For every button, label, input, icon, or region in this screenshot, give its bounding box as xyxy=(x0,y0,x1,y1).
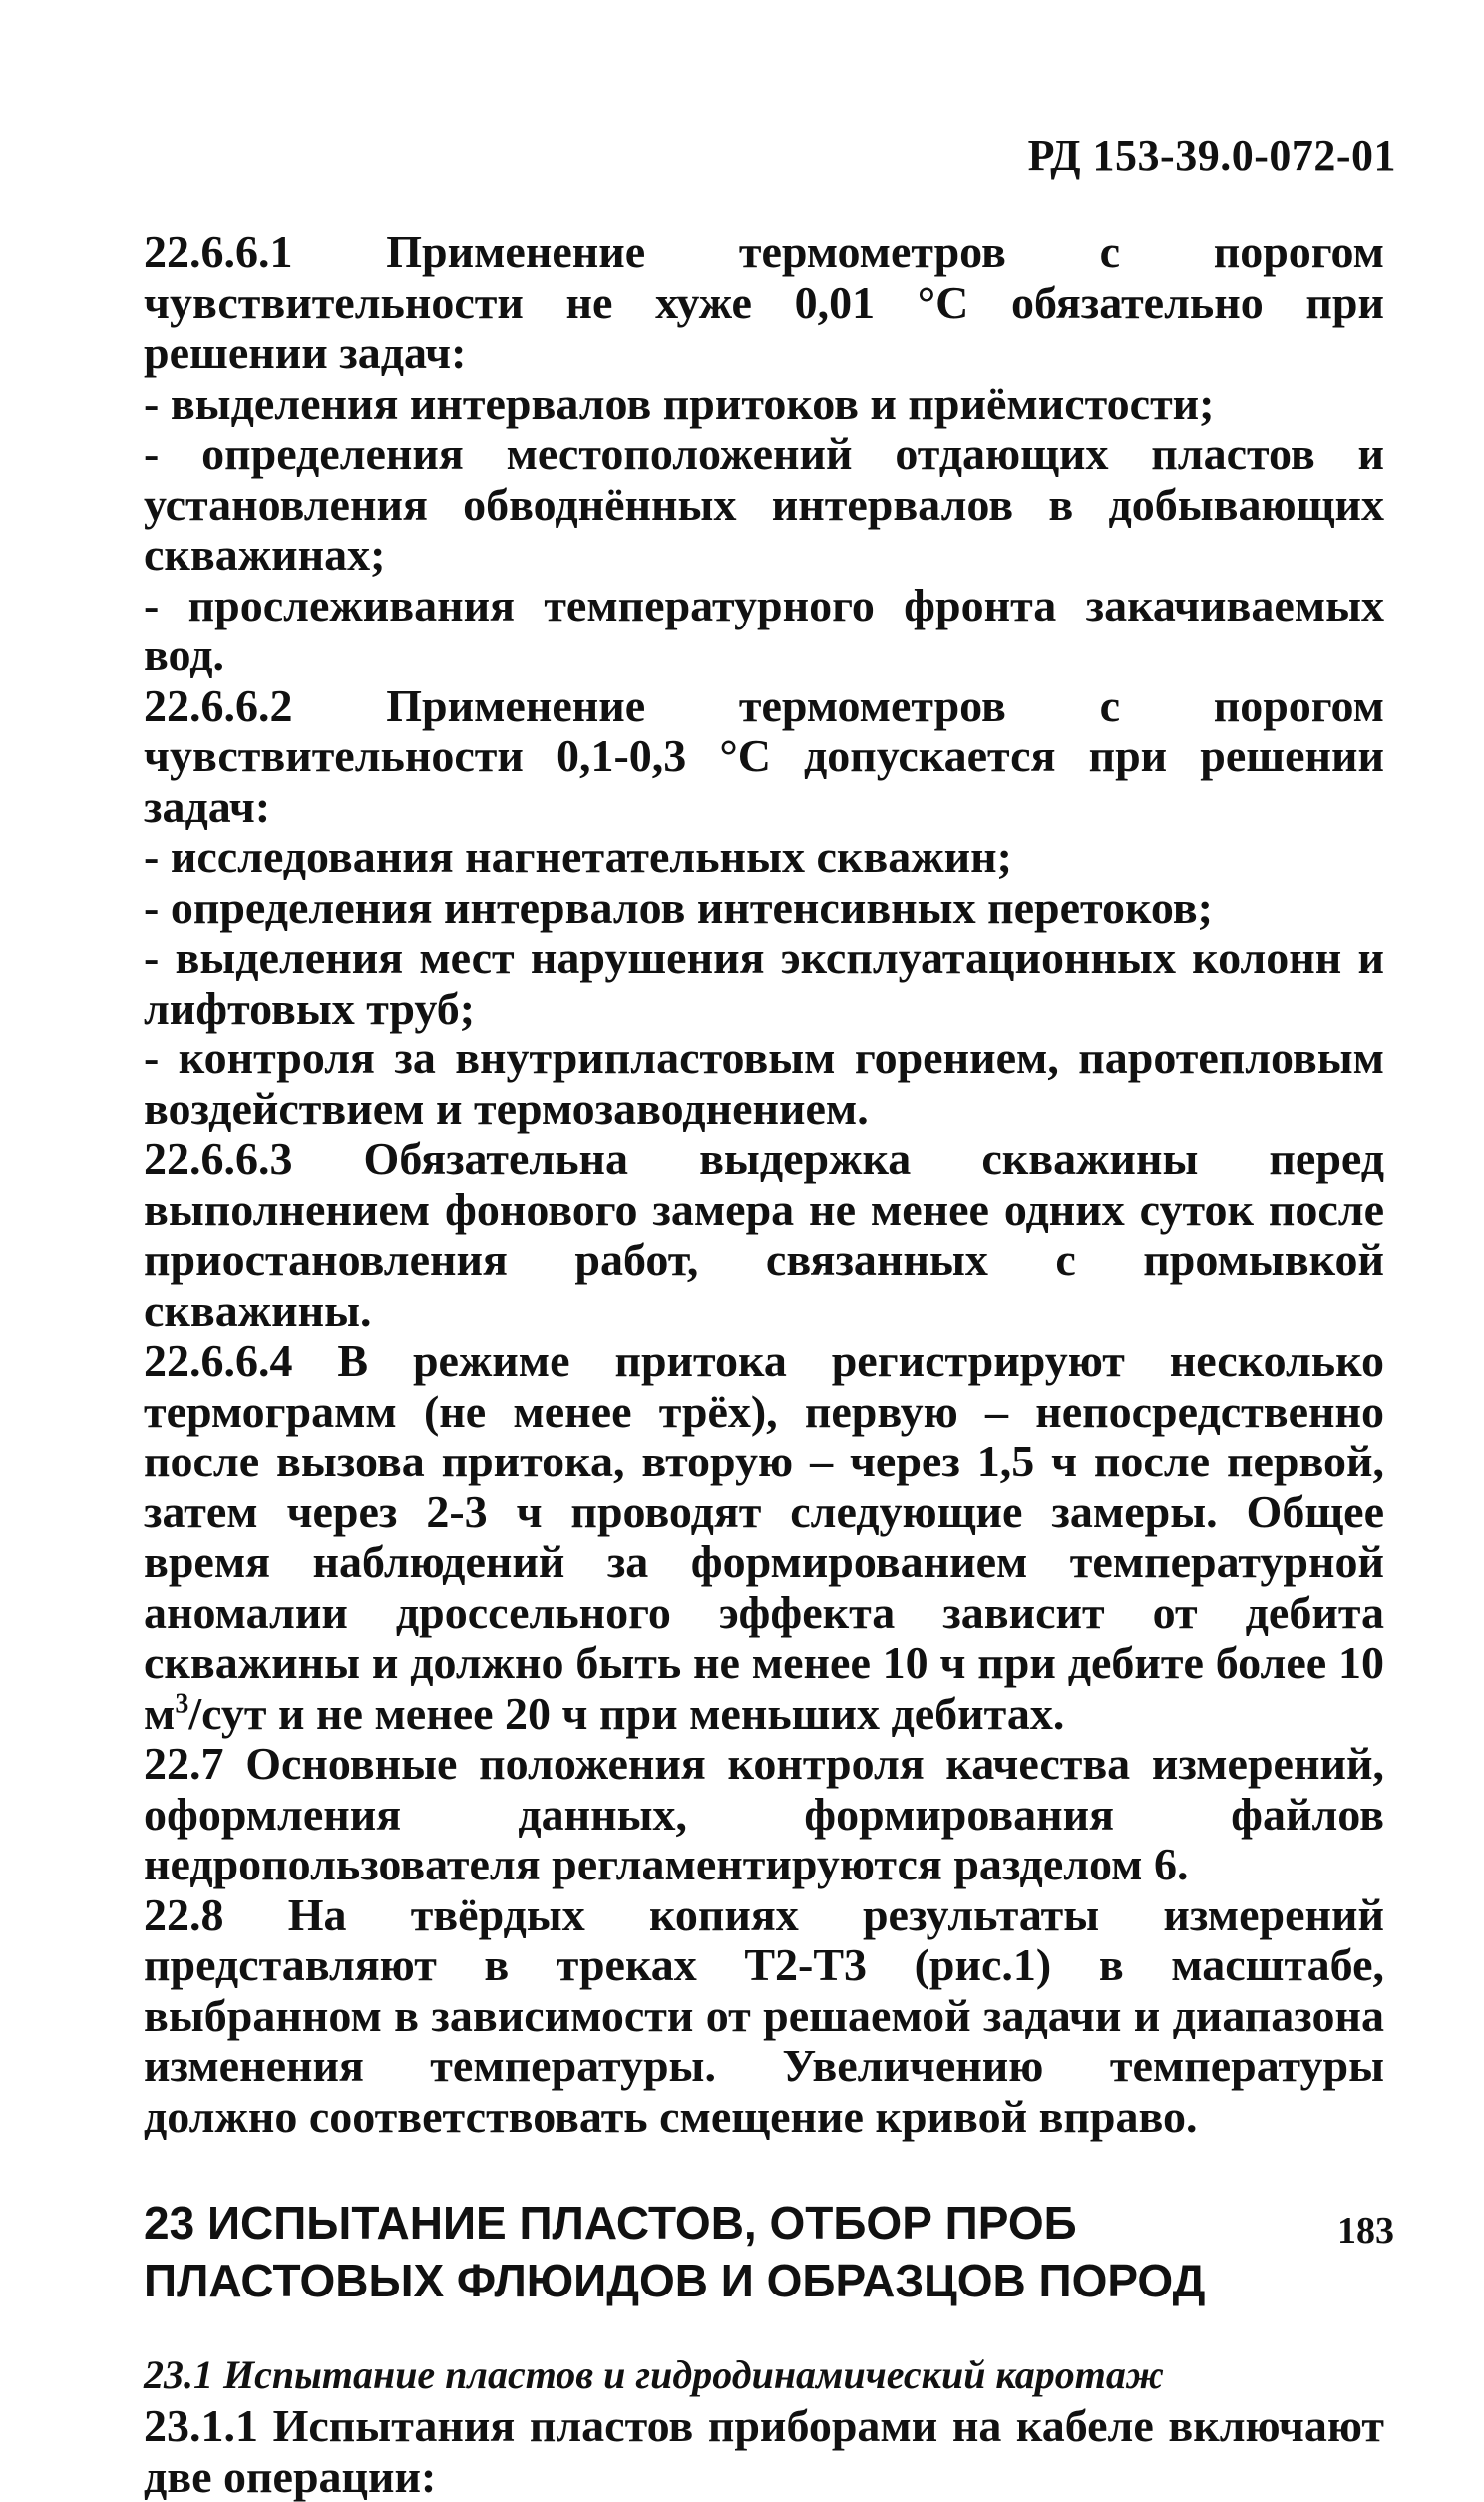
list-item: - выделения интервалов притоков и приёмистости; xyxy=(144,377,1215,429)
paragraph-22-7: 22.7 Основные положения контроля качества измерений, оформления данных, формирования файлов недропользователя регламентируются разделом 6. xyxy=(144,1738,1384,1889)
list-item: - определения интервалов интенсивных перетоков; xyxy=(144,881,1213,933)
list-item: - определения местоположений отдающих пластов и установления обводнённых интервалов в добывающих скважинах; xyxy=(144,428,1384,580)
list-item: - контроля за внутрипластовым горением, паротепловым воздействием и термозаводнением. xyxy=(144,1033,1384,1134)
section-heading-line: 23 ИСПЫТАНИЕ ПЛАСТОВ, ОТБОР ПРОБ xyxy=(144,2197,1077,2249)
paragraph-22-6-6-4 xyxy=(144,1336,1384,1739)
paragraph-22-6-6-4-tail: /сут и не менее 20 ч при меньших дебитах. xyxy=(188,1687,1065,1739)
paragraph-22-8: 22.8 На твёрдых копиях результаты измерений представляют в треках Т2-Т3 (рис.1) в масштабе, выбранном в зависимости от решаемой задачи и диапазона изменения температуры. Увеличению температуры должно соответствовать смещение кривой вправо. xyxy=(144,1888,1384,2142)
document-code: РД 153-39.0-072-01 xyxy=(1027,131,1396,180)
list-item: - выделения мест нарушения эксплуатационных колонн и лифтовых труб; xyxy=(144,932,1384,1034)
paragraph-22-6-6-4-text: 22.6.6.4 В режиме притока регистрируют несколько термограмм (не менее трёх), первую – непосредственно после вызова притока, вторую – через 1,5 ч после первой, затем через 2-3 ч проводят следующие замеры. Общее время наблюдений за формированием температурной аномалии дроссельного эффекта зависит от дебита скважины и должно быть не менее 10 ч при дебите более 10 м xyxy=(144,1335,1384,1739)
paragraph-22-6-6-3: 22.6.6.3 Обязательна выдержка скважины перед выполнением фонового замера не менее одних суток после приостановления работ, связанных с промывкой скважины. xyxy=(144,1133,1384,1336)
list-item: - исследования нагнетательных скважин; xyxy=(144,831,1012,882)
paragraph-22-6-6-2: 22.6.6.2 Применение термометров с порогом чувствительности 0,1-0,3 °С допускается при решении задач: xyxy=(144,679,1384,832)
subsection-heading-23-1: 23.1 Испытание пластов и гидродинамический каротаж xyxy=(144,2352,1164,2397)
paragraph-23-1-1: 23.1.1 Испытания пластов приборами на кабеле включают две операции: xyxy=(144,2400,1384,2502)
paragraph-22-6-6-1: 22.6.6.1 Применение термометров с порогом чувствительности не хуже 0,01 °С обязательно при решении задач: xyxy=(144,226,1384,378)
section-heading-23 xyxy=(144,2194,1384,2309)
section-heading-line: ПЛАСТОВЫХ ФЛЮИДОВ И ОБРАЗЦОВ ПОРОД xyxy=(144,2255,1206,2306)
list-item: - прослеживания температурного фронта закачиваемых вод. xyxy=(144,579,1384,680)
page-content xyxy=(144,227,1384,2502)
unit-superscript: 3 xyxy=(175,1688,189,1720)
page-number: 183 xyxy=(1337,2210,1394,2252)
